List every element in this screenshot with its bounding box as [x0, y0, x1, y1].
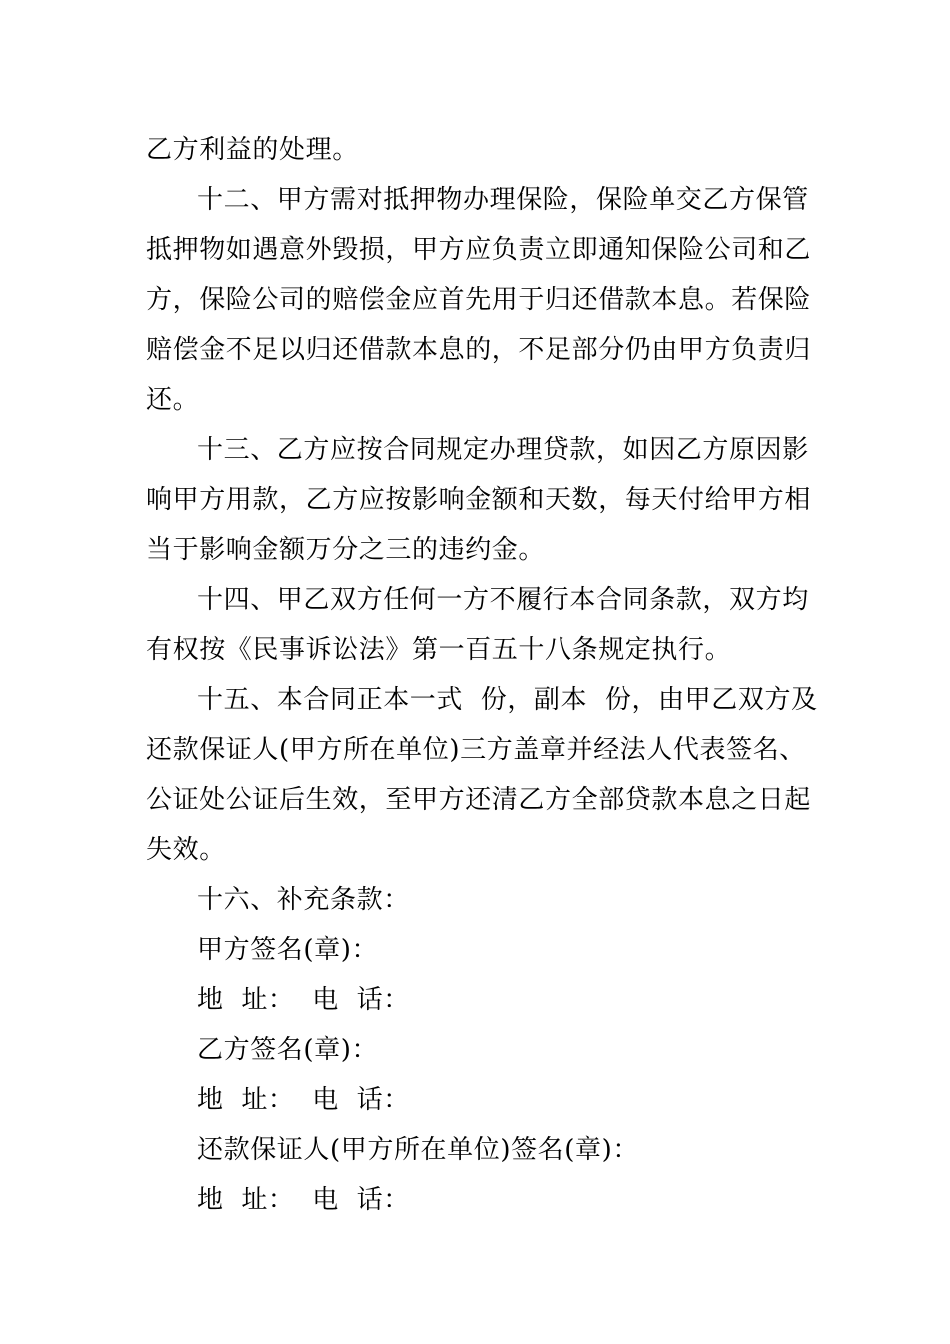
clause-12-line-2: 抵押物如遇意外毁损，甲方应负责立即通知保险公司和乙 — [146, 235, 812, 265]
text-line-1: 乙方利益的处理。 — [146, 135, 359, 165]
clause-14-line-2: 有权按《民事诉讼法》第一百五十八条规定执行。 — [146, 635, 732, 665]
clause-15-line-1: 十五、本合同正本一式 份，副本 份，由甲乙双方及 — [197, 685, 818, 715]
clause-13-line-2: 响甲方用款，乙方应按影响金额和天数，每天付给甲方相 — [146, 485, 812, 515]
clause-14-line-1: 十四、甲乙双方任何一方不履行本合同条款，双方均 — [197, 585, 809, 615]
guarantor-signature-label: 还款保证人(甲方所在单位)签名(章)： — [197, 1135, 639, 1165]
clause-12-line-3: 方，保险公司的赔偿金应首先用于归还借款本息。若保险 — [146, 285, 812, 315]
clause-15-line-2: 还款保证人(甲方所在单位)三方盖章并经法人代表签名、 — [146, 735, 806, 765]
clause-15-line-3: 公证处公证后生效，至甲方还清乙方全部贷款本息之日起 — [146, 785, 812, 815]
party-b-signature-label: 乙方签名(章)： — [197, 1035, 379, 1065]
party-a-signature-label: 甲方签名(章)： — [197, 935, 379, 965]
party-b-address-phone: 地 址： 电 话： — [197, 1085, 410, 1115]
clause-15-line-4: 失效。 — [146, 835, 226, 865]
party-a-address-phone: 地 址： 电 话： — [197, 985, 410, 1015]
clause-13-line-1: 十三、乙方应按合同规定办理贷款，如因乙方原因影 — [197, 435, 809, 465]
clause-12-line-1: 十二、甲方需对抵押物办理保险，保险单交乙方保管 — [197, 185, 809, 215]
clause-12-line-5: 还。 — [146, 385, 200, 415]
clause-13-line-3: 当于影响金额万分之三的违约金。 — [146, 535, 546, 565]
clause-16-heading: 十六、补充条款： — [197, 885, 410, 915]
clause-12-line-4: 赔偿金不足以归还借款本息的，不足部分仍由甲方负责归 — [146, 335, 812, 365]
guarantor-address-phone: 地 址： 电 话： — [197, 1185, 410, 1215]
